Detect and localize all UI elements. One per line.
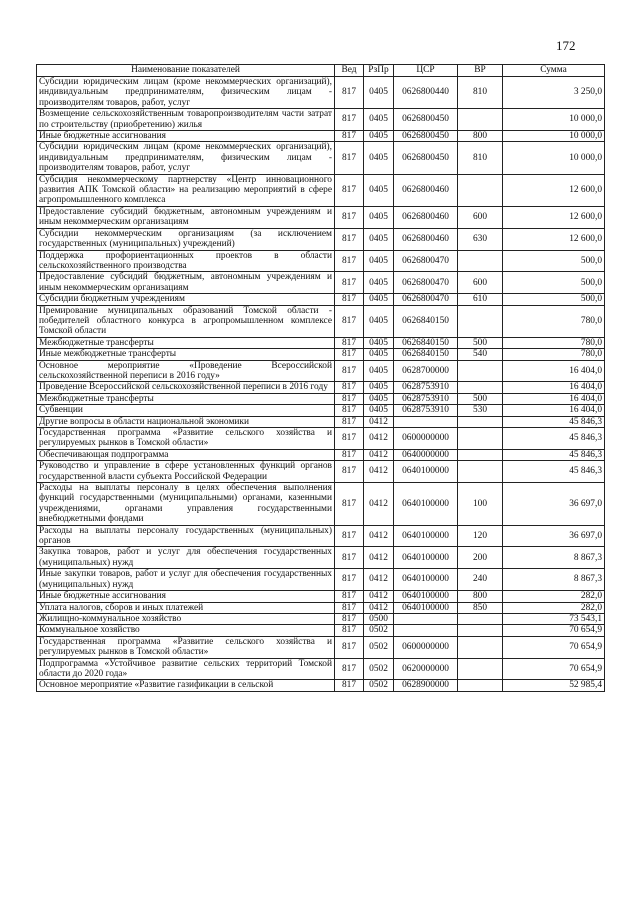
cell-vr	[458, 416, 503, 427]
cell-rzpr: 0405	[364, 272, 394, 294]
cell-name: Коммунальное хозяйство	[37, 625, 335, 636]
cell-ved: 817	[335, 77, 364, 109]
cell-csr: 0628753910	[394, 393, 458, 404]
cell-name: Руководство и управление в сфере установленных функций органов государственной власти субъекта Российской Федерации	[37, 461, 335, 483]
cell-vr: 100	[458, 483, 503, 526]
cell-sum: 780,0	[503, 305, 605, 337]
cell-vr: 200	[458, 547, 503, 569]
cell-name: Иные бюджетные ассигнования	[37, 131, 335, 142]
cell-rzpr: 0412	[364, 569, 394, 591]
cell-csr: 0640100000	[394, 525, 458, 547]
cell-vr: 630	[458, 228, 503, 250]
cell-vr	[458, 174, 503, 206]
cell-sum: 16 404,0	[503, 405, 605, 416]
cell-sum: 10 000,0	[503, 142, 605, 174]
cell-rzpr: 0405	[364, 382, 394, 393]
cell-rzpr: 0502	[364, 625, 394, 636]
cell-vr: 800	[458, 591, 503, 602]
table-row	[37, 602, 605, 613]
cell-name: Субсидии юридическим лицам (кроме некоммерческих организаций), индивидуальным предпринимателям, физическим лицам - производителям товаров, работ, услуг	[37, 77, 335, 109]
cell-vr: 610	[458, 294, 503, 305]
cell-vr: 540	[458, 349, 503, 360]
table-row	[37, 272, 605, 294]
cell-vr: 500	[458, 337, 503, 348]
cell-csr: 0640100000	[394, 483, 458, 526]
header-rzpr: РзПр	[364, 65, 394, 77]
table-row	[37, 109, 605, 131]
cell-vr	[458, 461, 503, 483]
table-row	[37, 294, 605, 305]
cell-vr	[458, 109, 503, 131]
table-row	[37, 174, 605, 206]
cell-sum: 500,0	[503, 294, 605, 305]
header-sum: Сумма	[503, 65, 605, 77]
cell-vr	[458, 613, 503, 624]
table-row	[37, 305, 605, 337]
cell-ved: 817	[335, 142, 364, 174]
table-row	[37, 142, 605, 174]
cell-rzpr: 0405	[364, 360, 394, 382]
table-row	[37, 405, 605, 416]
cell-sum: 12 600,0	[503, 228, 605, 250]
cell-csr: 0640100000	[394, 591, 458, 602]
table-row	[37, 349, 605, 360]
cell-vr: 600	[458, 206, 503, 228]
cell-vr	[458, 382, 503, 393]
cell-rzpr: 0502	[364, 636, 394, 658]
cell-vr	[458, 658, 503, 680]
cell-rzpr: 0412	[364, 416, 394, 427]
table-row	[37, 591, 605, 602]
cell-name: Межбюджетные трансферты	[37, 337, 335, 348]
cell-csr: 0628753910	[394, 405, 458, 416]
cell-sum: 12 600,0	[503, 206, 605, 228]
cell-csr: 0626840150	[394, 337, 458, 348]
cell-sum: 16 404,0	[503, 360, 605, 382]
table-row	[37, 625, 605, 636]
cell-name: Государственная программа «Развитие сельского хозяйства и регулируемых рынков в Томской области»	[37, 636, 335, 658]
table-row	[37, 382, 605, 393]
table-row	[37, 680, 605, 691]
table-body	[37, 77, 605, 692]
cell-vr: 850	[458, 602, 503, 613]
cell-csr: 0600000000	[394, 428, 458, 450]
header-ved: Вед	[335, 65, 364, 77]
cell-name: Закупка товаров, работ и услуг для обеспечения государственных (муниципальных) нужд	[37, 547, 335, 569]
cell-rzpr: 0412	[364, 483, 394, 526]
cell-rzpr: 0405	[364, 174, 394, 206]
table-row	[37, 547, 605, 569]
cell-csr: 0626800460	[394, 206, 458, 228]
cell-csr: 0628753910	[394, 382, 458, 393]
cell-csr: 0640100000	[394, 547, 458, 569]
cell-vr: 120	[458, 525, 503, 547]
cell-name: Возмещение сельскохозяйственным товаропроизводителям части затрат по строительству (приобретению) жилья	[37, 109, 335, 131]
cell-sum: 10 000,0	[503, 131, 605, 142]
cell-vr	[458, 305, 503, 337]
cell-sum: 70 654,9	[503, 625, 605, 636]
cell-ved: 817	[335, 305, 364, 337]
cell-ved: 817	[335, 461, 364, 483]
cell-name: Иные закупки товаров, работ и услуг для обеспечения государственных (муниципальных) нужд	[37, 569, 335, 591]
cell-rzpr: 0405	[364, 109, 394, 131]
cell-ved: 817	[335, 250, 364, 272]
cell-rzpr: 0412	[364, 449, 394, 460]
cell-rzpr: 0405	[364, 349, 394, 360]
cell-sum: 500,0	[503, 272, 605, 294]
cell-sum: 500,0	[503, 250, 605, 272]
cell-vr	[458, 636, 503, 658]
cell-rzpr: 0405	[364, 393, 394, 404]
cell-rzpr: 0412	[364, 461, 394, 483]
cell-csr: 0626800450	[394, 142, 458, 174]
cell-vr	[458, 449, 503, 460]
cell-name: Субсидии некоммерческим организациям (за исключением государственных (муниципальных) учреждений)	[37, 228, 335, 250]
cell-name: Государственная программа «Развитие сельского хозяйства и регулируемых рынков в Томской области»	[37, 428, 335, 450]
table-row	[37, 416, 605, 427]
cell-ved: 817	[335, 416, 364, 427]
cell-name: Иные межбюджетные трансферты	[37, 349, 335, 360]
cell-rzpr: 0500	[364, 613, 394, 624]
cell-name: Основное мероприятие «Развитие газификации в сельской	[37, 680, 335, 691]
page-number: 172	[556, 38, 576, 53]
cell-ved: 817	[335, 360, 364, 382]
cell-name: Другие вопросы в области национальной экономики	[37, 416, 335, 427]
cell-rzpr: 0412	[364, 591, 394, 602]
cell-name: Проведение Всероссийской сельскохозяйственной переписи в 2016 году	[37, 382, 335, 393]
cell-ved: 817	[335, 449, 364, 460]
cell-sum: 45 846,3	[503, 428, 605, 450]
cell-rzpr: 0502	[364, 680, 394, 691]
header-csr: ЦСР	[394, 65, 458, 77]
cell-vr: 600	[458, 272, 503, 294]
cell-csr: 0626800470	[394, 250, 458, 272]
cell-ved: 817	[335, 393, 364, 404]
table-row	[37, 658, 605, 680]
cell-ved: 817	[335, 294, 364, 305]
table-row	[37, 483, 605, 526]
cell-vr	[458, 250, 503, 272]
cell-ved: 817	[335, 658, 364, 680]
cell-vr: 240	[458, 569, 503, 591]
cell-rzpr: 0405	[364, 250, 394, 272]
cell-name: Премирование муниципальных образований Томской области - победителей областного конкурса в агропромышленном комплексе Томской области	[37, 305, 335, 337]
cell-ved: 817	[335, 428, 364, 450]
cell-rzpr: 0405	[364, 305, 394, 337]
cell-rzpr: 0412	[364, 525, 394, 547]
cell-ved: 817	[335, 591, 364, 602]
cell-ved: 817	[335, 405, 364, 416]
table-row	[37, 131, 605, 142]
cell-vr	[458, 360, 503, 382]
cell-name: Иные бюджетные ассигнования	[37, 591, 335, 602]
cell-csr: 0640100000	[394, 461, 458, 483]
cell-name: Субсидия некоммерческому партнерству «Центр инновационного развития АПК Томской области» на реализацию мероприятий в сфере агропромышленного комплекса	[37, 174, 335, 206]
cell-rzpr: 0405	[364, 142, 394, 174]
cell-csr: 0626840150	[394, 305, 458, 337]
cell-name: Межбюджетные трансферты	[37, 393, 335, 404]
table-header-row	[37, 65, 605, 77]
cell-name: Субсидии юридическим лицам (кроме некоммерческих организаций), индивидуальным предпринимателям, физическим лицам - производителям товаров, работ, услуг	[37, 142, 335, 174]
cell-csr: 0626800440	[394, 77, 458, 109]
cell-vr: 530	[458, 405, 503, 416]
cell-rzpr: 0405	[364, 294, 394, 305]
table-row	[37, 636, 605, 658]
table-row	[37, 428, 605, 450]
header-vr: ВР	[458, 65, 503, 77]
cell-csr	[394, 416, 458, 427]
cell-csr: 0626800460	[394, 228, 458, 250]
cell-sum: 282,0	[503, 591, 605, 602]
table-row	[37, 461, 605, 483]
cell-sum: 70 654,9	[503, 658, 605, 680]
header-name: Наименование показателей	[37, 65, 335, 77]
cell-sum: 8 867,3	[503, 569, 605, 591]
cell-csr: 0620000000	[394, 658, 458, 680]
cell-sum: 52 985,4	[503, 680, 605, 691]
cell-ved: 817	[335, 613, 364, 624]
cell-name: Обеспечивающая подпрограмма	[37, 449, 335, 460]
cell-ved: 817	[335, 569, 364, 591]
cell-ved: 817	[335, 525, 364, 547]
cell-ved: 817	[335, 228, 364, 250]
cell-ved: 817	[335, 272, 364, 294]
cell-sum: 8 867,3	[503, 547, 605, 569]
cell-csr: 0626840150	[394, 349, 458, 360]
cell-rzpr: 0502	[364, 658, 394, 680]
cell-name: Поддержка профориентационных проектов в области сельскохозяйственного производства	[37, 250, 335, 272]
table-row	[37, 337, 605, 348]
cell-sum: 12 600,0	[503, 174, 605, 206]
cell-sum: 3 250,0	[503, 77, 605, 109]
cell-name: Жилищно-коммунальное хозяйство	[37, 613, 335, 624]
table-row	[37, 250, 605, 272]
cell-sum: 73 543,1	[503, 613, 605, 624]
cell-csr: 0626800470	[394, 294, 458, 305]
cell-ved: 817	[335, 547, 364, 569]
cell-vr	[458, 680, 503, 691]
cell-csr	[394, 613, 458, 624]
cell-sum: 10 000,0	[503, 109, 605, 131]
cell-vr	[458, 428, 503, 450]
cell-rzpr: 0412	[364, 428, 394, 450]
table-row	[37, 393, 605, 404]
table-row	[37, 525, 605, 547]
cell-sum: 45 846,3	[503, 461, 605, 483]
cell-vr: 500	[458, 393, 503, 404]
cell-sum: 780,0	[503, 349, 605, 360]
cell-name: Основное мероприятие «Проведение Всероссийской сельскохозяйственной переписи в 2016 году»	[37, 360, 335, 382]
cell-name: Предоставление субсидий бюджетным, автономным учреждениям и иным некоммерческим организациям	[37, 206, 335, 228]
cell-vr: 810	[458, 142, 503, 174]
cell-ved: 817	[335, 174, 364, 206]
cell-rzpr: 0405	[364, 405, 394, 416]
cell-ved: 817	[335, 636, 364, 658]
cell-sum: 16 404,0	[503, 382, 605, 393]
cell-rzpr: 0405	[364, 131, 394, 142]
cell-rzpr: 0405	[364, 206, 394, 228]
cell-rzpr: 0405	[364, 337, 394, 348]
cell-sum: 16 404,0	[503, 393, 605, 404]
cell-sum: 36 697,0	[503, 483, 605, 526]
cell-name: Расходы на выплаты персоналу в целях обеспечения выполнения функций государственными (муниципальными) органами, казенными учреждениями, органами управления государственными внебюджетными фондами	[37, 483, 335, 526]
cell-sum: 45 846,3	[503, 416, 605, 427]
cell-rzpr: 0405	[364, 77, 394, 109]
table-row	[37, 360, 605, 382]
cell-ved: 817	[335, 483, 364, 526]
cell-ved: 817	[335, 109, 364, 131]
cell-ved: 817	[335, 382, 364, 393]
cell-csr: 0626800450	[394, 109, 458, 131]
cell-csr: 0600000000	[394, 636, 458, 658]
budget-table	[36, 64, 605, 692]
cell-sum: 282,0	[503, 602, 605, 613]
cell-csr	[394, 625, 458, 636]
cell-sum: 780,0	[503, 337, 605, 348]
cell-ved: 817	[335, 602, 364, 613]
cell-csr: 0640100000	[394, 569, 458, 591]
cell-rzpr: 0412	[364, 547, 394, 569]
cell-rzpr: 0412	[364, 602, 394, 613]
cell-csr: 0626800460	[394, 174, 458, 206]
table-row	[37, 569, 605, 591]
cell-csr: 0626800450	[394, 131, 458, 142]
table-row	[37, 228, 605, 250]
cell-name: Подпрограмма «Устойчивое развитие сельских территорий Томской области до 2020 года»	[37, 658, 335, 680]
table-row	[37, 613, 605, 624]
cell-csr: 0640100000	[394, 602, 458, 613]
table-row	[37, 449, 605, 460]
cell-csr: 0626800470	[394, 272, 458, 294]
cell-ved: 817	[335, 625, 364, 636]
cell-vr: 800	[458, 131, 503, 142]
cell-name: Расходы на выплаты персоналу государственных (муниципальных) органов	[37, 525, 335, 547]
cell-csr: 0640000000	[394, 449, 458, 460]
cell-ved: 817	[335, 349, 364, 360]
cell-rzpr: 0405	[364, 228, 394, 250]
cell-vr: 810	[458, 77, 503, 109]
cell-csr: 0628700000	[394, 360, 458, 382]
cell-sum: 70 654,9	[503, 636, 605, 658]
cell-name: Субвенции	[37, 405, 335, 416]
cell-name: Субсидии бюджетным учреждениям	[37, 294, 335, 305]
cell-ved: 817	[335, 337, 364, 348]
table-row	[37, 206, 605, 228]
table-row	[37, 77, 605, 109]
cell-ved: 817	[335, 131, 364, 142]
cell-name: Предоставление субсидий бюджетным, автономным учреждениям и иным некоммерческим организациям	[37, 272, 335, 294]
cell-sum: 36 697,0	[503, 525, 605, 547]
cell-vr	[458, 625, 503, 636]
cell-sum: 45 846,3	[503, 449, 605, 460]
cell-ved: 817	[335, 680, 364, 691]
cell-ved: 817	[335, 206, 364, 228]
cell-name: Уплата налогов, сборов и иных платежей	[37, 602, 335, 613]
cell-csr: 0628900000	[394, 680, 458, 691]
